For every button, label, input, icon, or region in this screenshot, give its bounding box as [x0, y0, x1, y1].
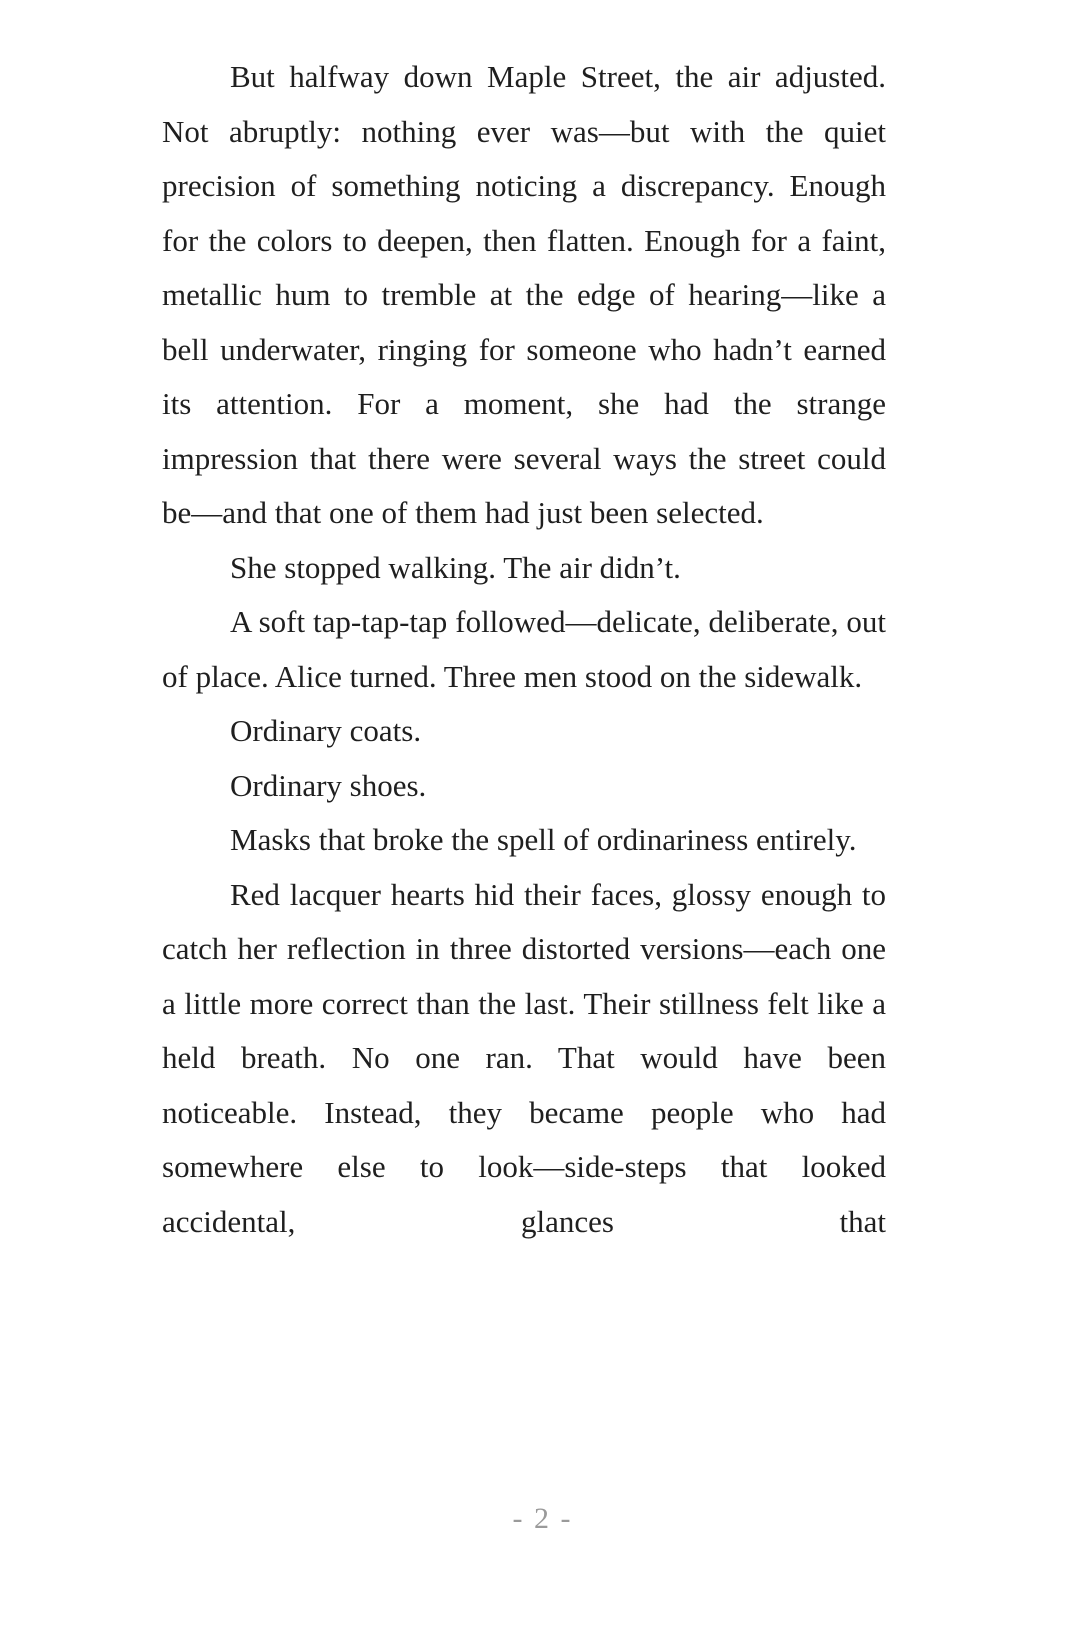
body-text	[162, 50, 886, 1249]
paragraph-ordinary-coats: Ordinary coats.	[230, 713, 422, 748]
page-number: - 2 -	[512, 1502, 573, 1535]
paragraph-tap-tap-tap: A soft tap-tap-tap followed—delicate, deliberate, out of place. Alice turned. Three men stood on the sidewalk.	[162, 604, 886, 694]
paragraph-stopped-walking: She stopped walking. The air didn’t.	[230, 549, 681, 585]
paragraph-red-lacquer-hearts: Red lacquer hearts hid their faces, glossy enough to catch her reflection in three distorted versions—each one a little more correct than the last. Their stillness felt like a held breath. No one ran. That would have been noticeable. Instead, they became people who had somewhere else to look—side-steps that looked accidental, glances that	[162, 876, 886, 1239]
paragraph-masks: Masks that broke the spell of ordinariness entirely.	[230, 822, 857, 857]
paragraph-maple-street: But halfway down Maple Street, the air adjusted. Not abruptly: nothing ever was—but with the quiet precision of something noticing a discrepancy. Enough for the colors to deepen, then flatten. Enough for a faint, metallic hum to tremble at the edge of hearing—like a bell underwater, ringing for someone who hadn’t earned its attention. For a moment, she had the strange impression that there were several ways the street could be—and that one of them had just been selected.	[162, 59, 886, 530]
paragraph-ordinary-shoes: Ordinary shoes.	[230, 767, 427, 803]
